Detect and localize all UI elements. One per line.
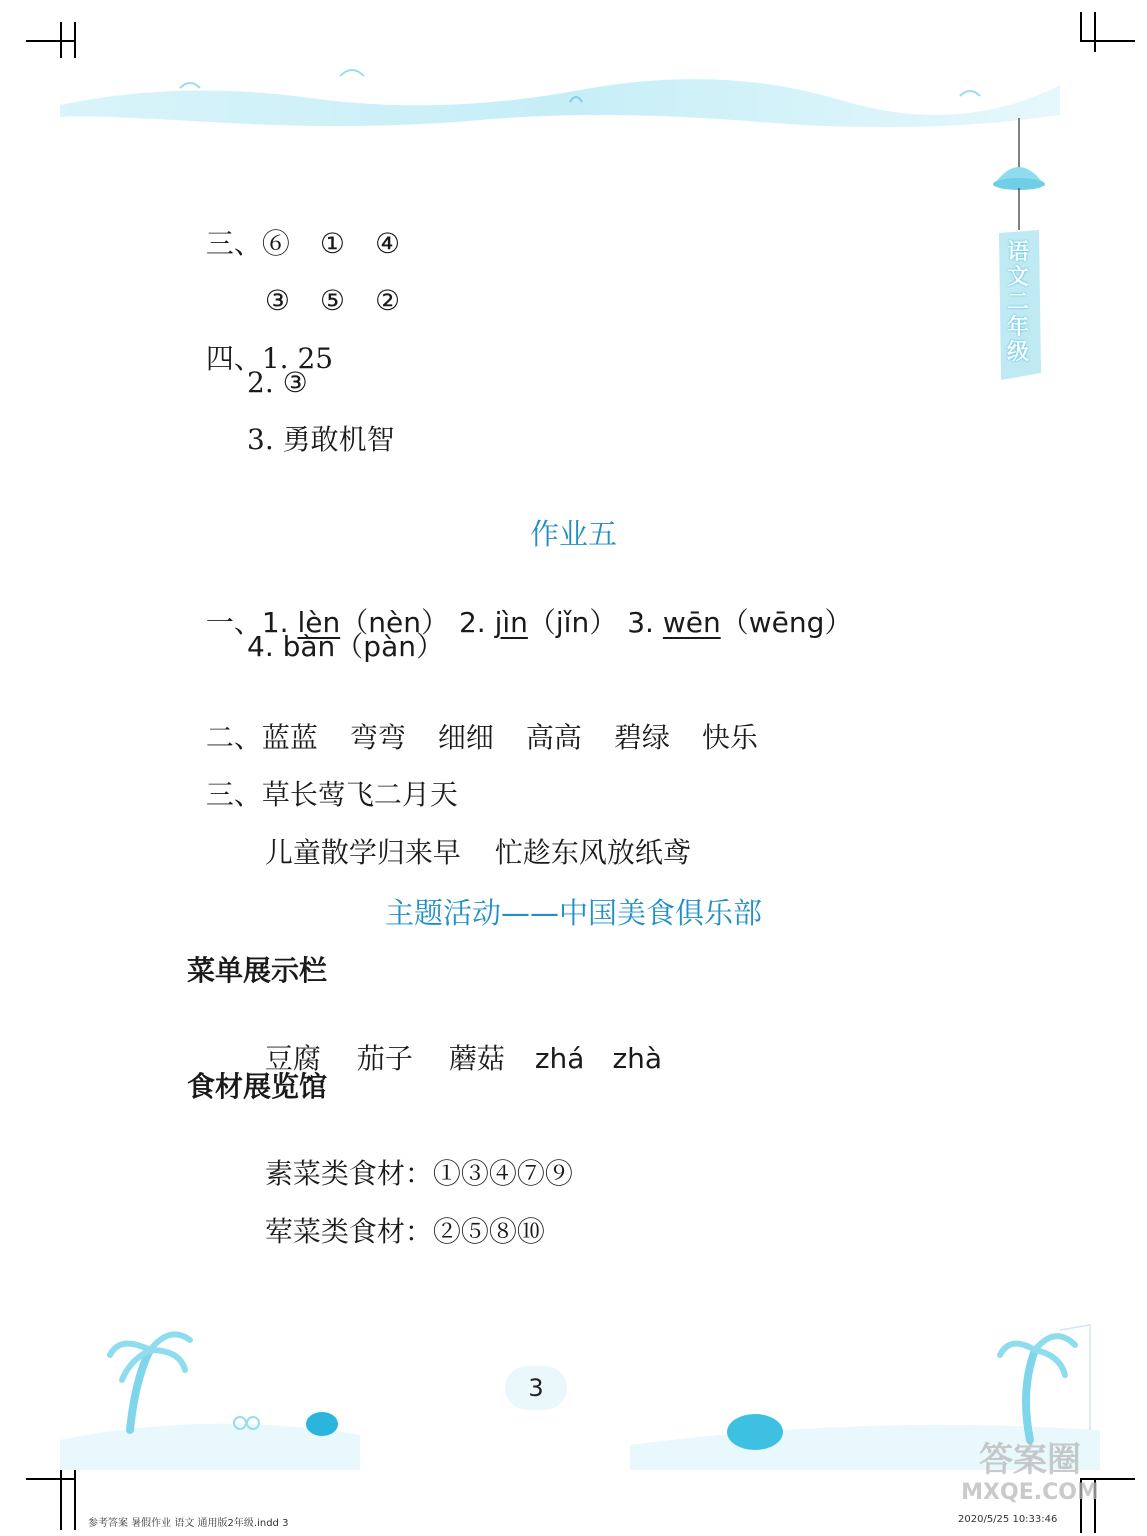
section-label: 一、 — [205, 606, 262, 639]
veg-label: 素菜类食材： — [264, 1157, 433, 1190]
poem-line: 忙趁东风放纸鸢 — [494, 836, 691, 869]
answer-item: ④ — [374, 227, 401, 260]
watermark-logo — [960, 1440, 1100, 1506]
crop-mark — [60, 22, 62, 58]
section-label: 四、 — [205, 342, 262, 375]
answer-item: ③ — [264, 284, 290, 317]
word: 弯弯 — [349, 721, 406, 754]
pinyin-num: 2. — [458, 606, 486, 639]
word: 蓝蓝 — [261, 721, 318, 754]
answer-item: ① — [319, 227, 345, 260]
footer-file-info: 参考答案 暑假作业 语文 通用版2年级.indd 3 — [88, 1518, 289, 1529]
side-tab-char: 二 — [1006, 290, 1029, 315]
side-tab-char: 级 — [1006, 340, 1029, 365]
homework-title: 作业五 — [529, 517, 617, 551]
side-tab-char: 年 — [1006, 315, 1029, 340]
poem-line: 儿童散学归来早 — [264, 836, 461, 869]
pinyin-alt: （wēng） — [720, 606, 853, 639]
hw5-q1-item4: 4. bàn（pàn） — [247, 630, 444, 663]
pinyin-num: 3. — [627, 606, 654, 639]
word: 细细 — [437, 721, 494, 754]
answer-item: ② — [375, 284, 401, 317]
menu-item: 茄子 — [356, 1042, 413, 1075]
answer-item: ⑥ — [261, 227, 290, 260]
crop-mark — [60, 1460, 62, 1530]
hw5-q3-line2 — [247, 802, 691, 870]
meat-label: 荤菜类食材： — [264, 1215, 433, 1248]
footer-timestamp: 2020/5/25 10:33:46 — [958, 1514, 1058, 1525]
answer-item: 1. 25 — [261, 342, 334, 375]
crop-mark — [1094, 12, 1096, 52]
menu-item: zhà — [612, 1042, 663, 1075]
meat-ingredients — [247, 1181, 545, 1249]
theme-title: 主题活动——中国美食俱乐部 — [384, 896, 762, 930]
crop-mark — [1080, 12, 1082, 42]
pinyin-alt: （jǐn） — [527, 606, 618, 639]
section-label: 二、 — [205, 721, 262, 754]
section-label: 三、 — [205, 227, 262, 260]
poem-line: 草长莺飞二月天 — [261, 778, 458, 811]
word: 高高 — [525, 721, 582, 754]
page-number: 3 — [528, 1374, 544, 1402]
crop-mark — [26, 40, 76, 42]
pinyin-num: 1. — [261, 606, 289, 639]
top-wave-decoration — [60, 60, 1060, 140]
word: 碧绿 — [613, 721, 670, 754]
side-tab-char: 语 — [1006, 240, 1029, 265]
crop-mark — [74, 1460, 76, 1530]
ingredients-heading: 食材展览馆 — [187, 1070, 328, 1103]
pinyin-answer: jìn — [494, 606, 528, 639]
pinyin-answer: wēn — [662, 606, 721, 639]
page-number-badge — [505, 1366, 567, 1410]
menu-item: 豆腐 — [264, 1042, 321, 1075]
pinyin-answer: lèn — [297, 606, 341, 639]
menu-item: zhá — [534, 1042, 585, 1075]
side-tab-label — [996, 240, 1040, 365]
meat-value: ②⑤⑧⑩ — [432, 1215, 545, 1248]
answer-sec4-item3: 3. 勇敢机智 — [247, 423, 395, 456]
side-tab-char: 文 — [1006, 265, 1029, 290]
veg-value: ①③④⑦⑨ — [432, 1157, 573, 1190]
crop-mark — [1080, 40, 1135, 42]
pinyin-alt: （nèn） — [340, 606, 449, 639]
word: 快乐 — [701, 721, 758, 754]
answer-sec4-item2: 2. ③ — [247, 366, 308, 399]
menu-heading: 菜单展示栏 — [187, 954, 328, 987]
answer-item: ⑤ — [319, 284, 346, 317]
menu-item: 蘑菇 — [448, 1042, 505, 1075]
section-label: 三、 — [205, 778, 262, 811]
bottom-beach-decoration — [60, 1320, 1100, 1470]
watermark-line2: MXQE.COM — [961, 1480, 1099, 1505]
crop-mark — [74, 22, 76, 58]
crop-mark — [26, 1478, 76, 1480]
watermark-line1: 答案圈 — [979, 1440, 1081, 1480]
